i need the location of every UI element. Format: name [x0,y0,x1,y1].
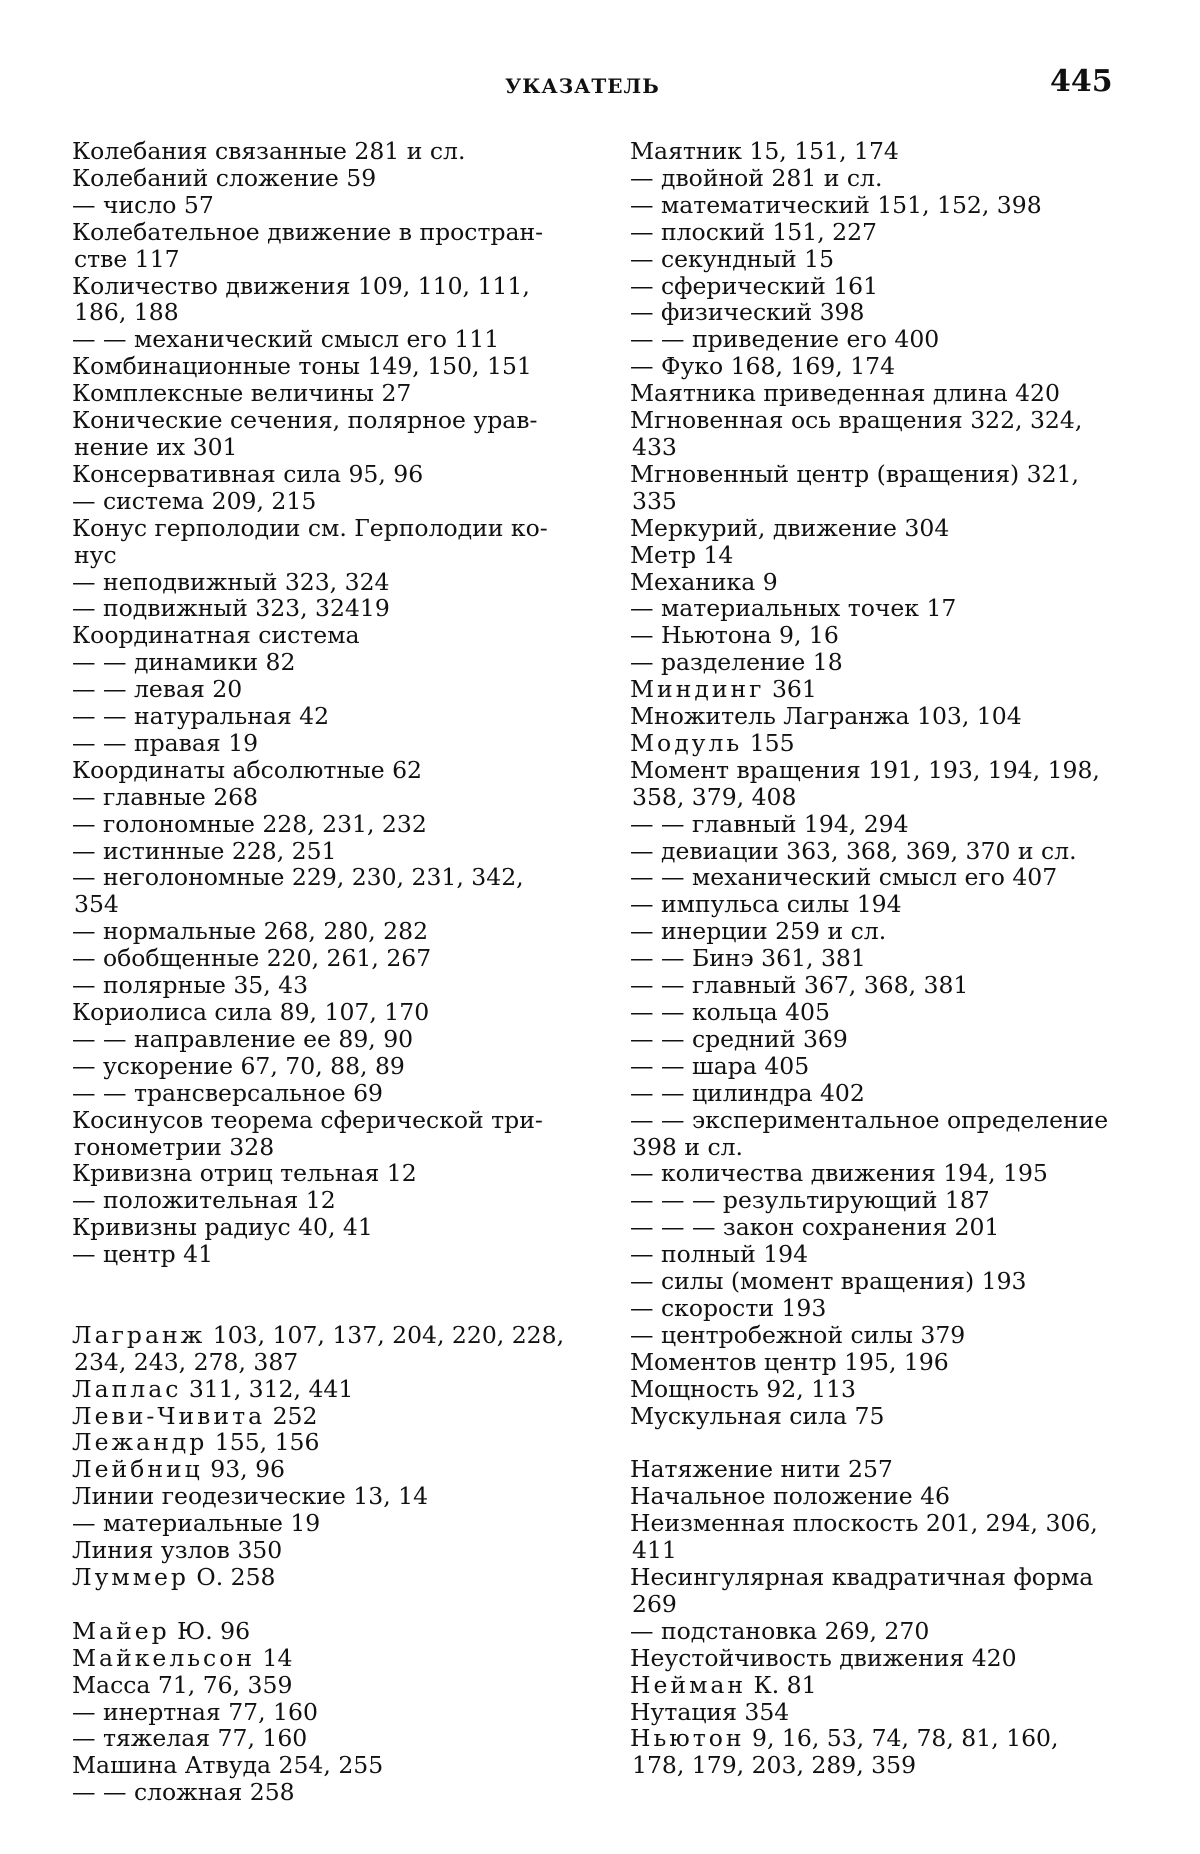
index-entry-continuation [72,1349,562,1376]
entry-text: Начальное положение 46 [630,1482,950,1511]
index-entry [72,165,562,192]
index-entry [72,864,562,891]
entry-text: Косинусов теорема сферической три- [72,1105,543,1134]
entry-text: — — натуральная 42 [72,702,330,731]
index-entry-continuation [72,891,562,918]
entry-text: Несингулярная квадратичная форма [630,1563,1094,1592]
index-entry [630,676,1130,703]
index-entry [72,676,562,703]
index-entry [72,838,562,865]
entry-text: — материальные 19 [72,1509,321,1538]
index-entry [630,1376,1130,1403]
index-entry [72,138,562,165]
entry-text: — подстановка 269, 270 [630,1616,930,1645]
blank-line [630,1430,1130,1457]
index-entry [630,165,1130,192]
index-entry [630,1268,1130,1295]
entry-text: Натяжение нити 257 [630,1455,893,1484]
index-entry [72,569,562,596]
index-entry [630,380,1130,407]
index-entry-continuation [630,1537,1130,1564]
entry-text: Линия узлов 350 [72,1536,283,1565]
entry-text: — число 57 [72,190,214,219]
index-entry [630,299,1130,326]
index-entry [72,1672,562,1699]
person-name: Миндинг [630,675,765,704]
entry-text: — математический 151, 152, 398 [630,190,1042,219]
index-column-left [72,137,565,1807]
index-entry [630,1322,1130,1349]
person-name: Ньютон [630,1724,745,1753]
entry-text: — — механический смысл его 407 [630,863,1058,892]
index-entry [630,730,1130,757]
entry-text: — неголономные 229, 230, 231, 342, [72,863,524,892]
entry-text: нус [74,540,117,569]
index-entry [72,1483,562,1510]
entry-text: — центробежной силы 379 [630,1320,966,1349]
entry-text: гонометрии 328 [74,1132,275,1161]
index-entry [72,1320,565,1349]
index-entry [630,1645,1130,1672]
index-entry [630,945,1130,972]
entry-text: — количества движения 194, 195 [630,1159,1048,1188]
entry-text: — — экспериментальное определение [630,1105,1109,1134]
entry-text: — истинные 228, 251 [72,836,337,865]
entry-text: — — Бинэ 361, 381 [630,944,866,973]
entry-text: — — шара 405 [630,1051,810,1080]
index-entry [630,1187,1130,1214]
index-entry [630,219,1130,246]
entry-text: — центр 41 [72,1240,214,1269]
index-entry [630,407,1130,434]
person-name: Луммер [72,1563,189,1591]
entry-text: Мгновенная ось вращения 322, 324, [630,406,1083,435]
entry-text: — силы (момент вращения) 193 [630,1267,1027,1296]
index-entry [72,273,562,300]
index-entry [630,138,1130,165]
entry-text: Конические сечения, полярное урав- [72,406,538,435]
entry-text: Консервативная сила 95, 96 [72,459,424,488]
entry-text: 252 [265,1401,318,1430]
index-entry [72,757,562,784]
index-entry [630,353,1130,380]
entry-text: Кривизна отриц тельная 12 [72,1159,417,1188]
entry-text: — — приведение его 400 [630,325,940,354]
index-entry [72,1510,562,1537]
entry-text: — полярные 35, 43 [72,971,309,1000]
index-entry [72,1080,562,1107]
entry-text: Координаты абсолютные 62 [72,755,423,784]
index-entry [630,1053,1130,1080]
index-entry [72,380,562,407]
index-entry [630,1349,1130,1376]
entry-text: — полный 194 [630,1240,809,1269]
entry-text: — инерции 259 и сл. [630,917,887,946]
entry-text: Мощность 92, 113 [630,1374,856,1403]
entry-text: — плоский 151, 227 [630,217,878,246]
entry-text: — физический 398 [630,298,865,327]
index-entry-continuation [72,1134,562,1161]
entry-text: 335 [632,486,677,515]
entry-text: — инертная 77, 160 [72,1697,318,1726]
index-entry [72,622,562,649]
index-entry [72,407,562,434]
index-entry [630,918,1130,945]
index-entry [72,1618,562,1645]
entry-text: К. 81 [746,1670,817,1699]
entry-text: — главные 268 [72,782,259,811]
index-entry [72,1699,562,1726]
person-name: Модуль [630,728,743,757]
index-entry [630,703,1130,730]
index-entry [630,1295,1130,1322]
index-entry [72,219,562,246]
entry-text: Мгновенный центр (вращения) 321, [630,459,1080,488]
index-entry [72,353,562,380]
index-entry [630,1080,1130,1107]
index-entry [630,326,1130,353]
entry-text: Комбинационные тоны 149, 150, 151 [72,352,532,381]
blank-line [72,1268,562,1295]
entry-text: Мускульная сила 75 [630,1401,885,1430]
entry-text: — тяжелая 77, 160 [72,1724,308,1753]
index-column-right [630,138,1130,1779]
entry-text: Механика 9 [630,567,778,596]
index-entry-continuation [630,1752,1130,1779]
index-entry [630,1107,1130,1134]
entry-text: Неизменная плоскость 201, 294, 306, [630,1509,1098,1538]
entry-text: Моментов центр 195, 196 [630,1347,949,1376]
index-entry [72,999,562,1026]
index-entry [72,326,562,353]
entry-text: 269 [632,1589,677,1618]
entry-text: 9, 16, 53, 74, 78, 81, 160, [744,1724,1059,1753]
person-name: Лаплас [72,1374,182,1403]
entry-text: Машина Атвуда 254, 255 [72,1751,384,1780]
entry-text: Метр 14 [630,540,734,569]
entry-text: 155 [742,728,795,757]
index-entry [630,811,1130,838]
person-name: Майер [72,1616,170,1645]
person-name: Лагранж [72,1320,206,1349]
entry-text: Колебательное движение в простран- [72,217,544,246]
index-entry [72,1537,562,1564]
index-entry-continuation [630,784,1130,811]
entry-text: — неподвижный 323, 324 [72,567,390,596]
index-entry [630,972,1130,999]
page-number: 445 [1050,64,1113,99]
person-name: Нейман [630,1670,747,1699]
entry-text: Множитель Лагранжа 103, 104 [630,702,1022,731]
index-entry [630,622,1130,649]
entry-text: Момент вращения 191, 193, 194, 198, [630,755,1100,784]
index-entry [72,1456,562,1483]
entry-text: О. 258 [188,1563,276,1591]
index-entry [630,1618,1130,1645]
entry-text: — Фуко 168, 169, 174 [630,352,896,381]
index-entry [72,1725,562,1752]
entry-text: — — трансверсальное 69 [72,1078,383,1107]
person-name: Майкельсон [72,1643,256,1672]
entry-text: 398 и сл. [632,1132,744,1161]
entry-text: Ю. 96 [169,1616,251,1645]
index-entry [630,595,1130,622]
entry-text: Неустойчивость движения 420 [630,1643,1017,1672]
entry-text: — Ньютона 9, 16 [630,621,839,650]
entry-text: — — кольца 405 [630,998,830,1026]
index-entry [72,1187,562,1214]
index-entry [630,1160,1130,1187]
entry-text: — разделение 18 [630,648,843,677]
index-entry [630,999,1130,1026]
blank-line [72,1295,562,1322]
entry-text: — система 209, 215 [72,486,317,515]
entry-text: — ускорение 67, 70, 88, 89 [72,1051,405,1080]
entry-text: Количество движения 109, 110, 111, [72,271,530,300]
person-name: Леви-Чивита [72,1401,266,1430]
index-entry [630,1564,1130,1591]
entry-text: 234, 243, 278, 387 [74,1347,299,1376]
index-entry [630,1725,1130,1752]
entry-text: 178, 179, 203, 289, 359 [632,1751,917,1780]
entry-text: — сферический 161 [630,271,879,300]
index-entry [630,192,1130,219]
index-entry [72,1429,562,1456]
index-entry [630,461,1130,488]
index-entry [630,1510,1130,1537]
entry-text: — — механический смысл его 111 [72,325,500,354]
index-entry [630,569,1130,596]
index-entry [72,1053,562,1080]
index-entry [72,1214,562,1241]
entry-text: 433 [632,432,677,461]
index-entry-continuation [72,434,562,461]
index-entry [630,757,1130,784]
entry-text: — подвижный 323, 32419 [72,594,390,623]
entry-text: 361 [764,675,817,704]
entry-text: — — главный 367, 368, 381 [630,971,969,1000]
entry-text: — положительная 12 [72,1186,336,1215]
entry-text: 93, 96 [202,1455,285,1484]
index-entry [630,246,1130,273]
entry-text: — секундный 15 [630,244,835,273]
index-entry [630,1241,1130,1268]
entry-text: Конус герполодии см. Герполодии ко- [72,513,548,542]
index-entry [72,1779,562,1806]
entry-text: — — левая 20 [72,675,243,704]
entry-text: Комплексные величины 27 [72,379,412,408]
entry-text: — — направление ее 89, 90 [72,1024,414,1053]
entry-text: — скорости 193 [630,1293,827,1322]
index-entry [630,891,1130,918]
index-entry [630,273,1130,300]
index-entry [630,1672,1130,1699]
index-entry-continuation [630,488,1130,515]
index-entry [630,1456,1130,1483]
entry-text: Кривизны радиус 40, 41 [72,1213,373,1242]
entry-text: — — — результирующий 187 [630,1186,990,1215]
entry-text: — — динамики 82 [72,648,296,677]
index-entry [630,864,1130,891]
index-entry-continuation [72,299,562,326]
entry-text: — обобщенные 220, 261, 267 [72,944,432,973]
index-entry [630,515,1130,542]
entry-text: стве 117 [74,244,180,273]
entry-text: — материальных точек 17 [630,594,957,623]
index-entry [72,1026,562,1053]
index-entry [72,649,562,676]
index-entry-continuation [630,1591,1130,1618]
index-entry [72,515,562,542]
index-entry [72,945,562,972]
page-header-title: УКАЗАТЕЛЬ [505,74,660,98]
index-entry [72,1752,562,1779]
index-entry-continuation [72,246,562,273]
index-entry [630,649,1130,676]
entry-text: 411 [632,1536,677,1565]
index-entry [630,1403,1130,1430]
entry-text: 103, 107, 137, 204, 220, 228, [205,1320,565,1349]
index-entry [72,703,562,730]
index-entry [72,461,562,488]
entry-text: Меркурий, движение 304 [630,513,950,542]
index-entry-continuation [630,1134,1130,1161]
index-entry-continuation [630,434,1130,461]
index-entry [72,972,562,999]
entry-text: Нутация 354 [630,1697,790,1726]
entry-text: нение их 301 [74,432,238,461]
index-entry [630,838,1130,865]
index-entry [72,488,562,515]
index-entry [630,1214,1130,1241]
index-entry [630,1483,1130,1510]
entry-text: 14 [255,1643,293,1672]
person-name: Лейбниц [72,1455,203,1484]
index-entry [72,1241,562,1268]
entry-text: 354 [74,890,119,919]
index-entry [72,595,562,622]
entry-text: Масса 71, 76, 359 [72,1670,293,1699]
entry-text: Линии геодезические 13, 14 [72,1482,429,1511]
entry-text: — нормальные 268, 280, 282 [72,917,429,946]
index-entry [630,1699,1130,1726]
entry-text: 358, 379, 408 [632,782,797,811]
entry-text: Маятник 15, 151, 174 [630,137,899,165]
entry-text: 311, 312, 441 [181,1374,354,1403]
index-entry-continuation [72,542,562,569]
index-entry [72,1376,562,1403]
index-entry [72,1403,562,1430]
entry-text: — — — закон сохранения 201 [630,1213,1000,1242]
index-entry [72,811,562,838]
person-name: Лежандр [72,1428,208,1457]
entry-text: — — главный 194, 294 [630,809,909,838]
entry-text: — — сложная 258 [72,1778,295,1807]
entry-text: 186, 188 [74,298,179,327]
blank-line [72,1591,562,1618]
index-entry [72,1564,562,1591]
index-entry [72,918,562,945]
entry-text: Координатная система [72,621,360,650]
entry-text: Маятника приведенная длина 420 [630,379,1060,408]
entry-text: — девиации 363, 368, 369, 370 и сл. [630,836,1077,865]
entry-text: Кориолиса сила 89, 107, 170 [72,998,430,1026]
index-entry [630,542,1130,569]
entry-text: — голономные 228, 231, 232 [72,809,427,838]
entry-text: — — средний 369 [630,1024,848,1053]
index-entry [630,1026,1130,1053]
entry-text: — — правая 19 [72,728,259,757]
index-entry [72,1160,562,1187]
index-entry [72,784,562,811]
entry-text: — — цилиндра 402 [630,1078,865,1107]
entry-text: — двойной 281 и сл. [630,163,883,192]
entry-text: — импульса силы 194 [630,890,902,919]
entry-text: Колебаний сложение 59 [72,163,377,192]
entry-text: 155, 156 [207,1428,320,1457]
entry-text: Колебания связанные 281 и сл. [72,137,466,165]
index-entry [72,192,562,219]
index-entry [72,1107,562,1134]
index-entry [72,1645,562,1672]
index-entry [72,730,562,757]
